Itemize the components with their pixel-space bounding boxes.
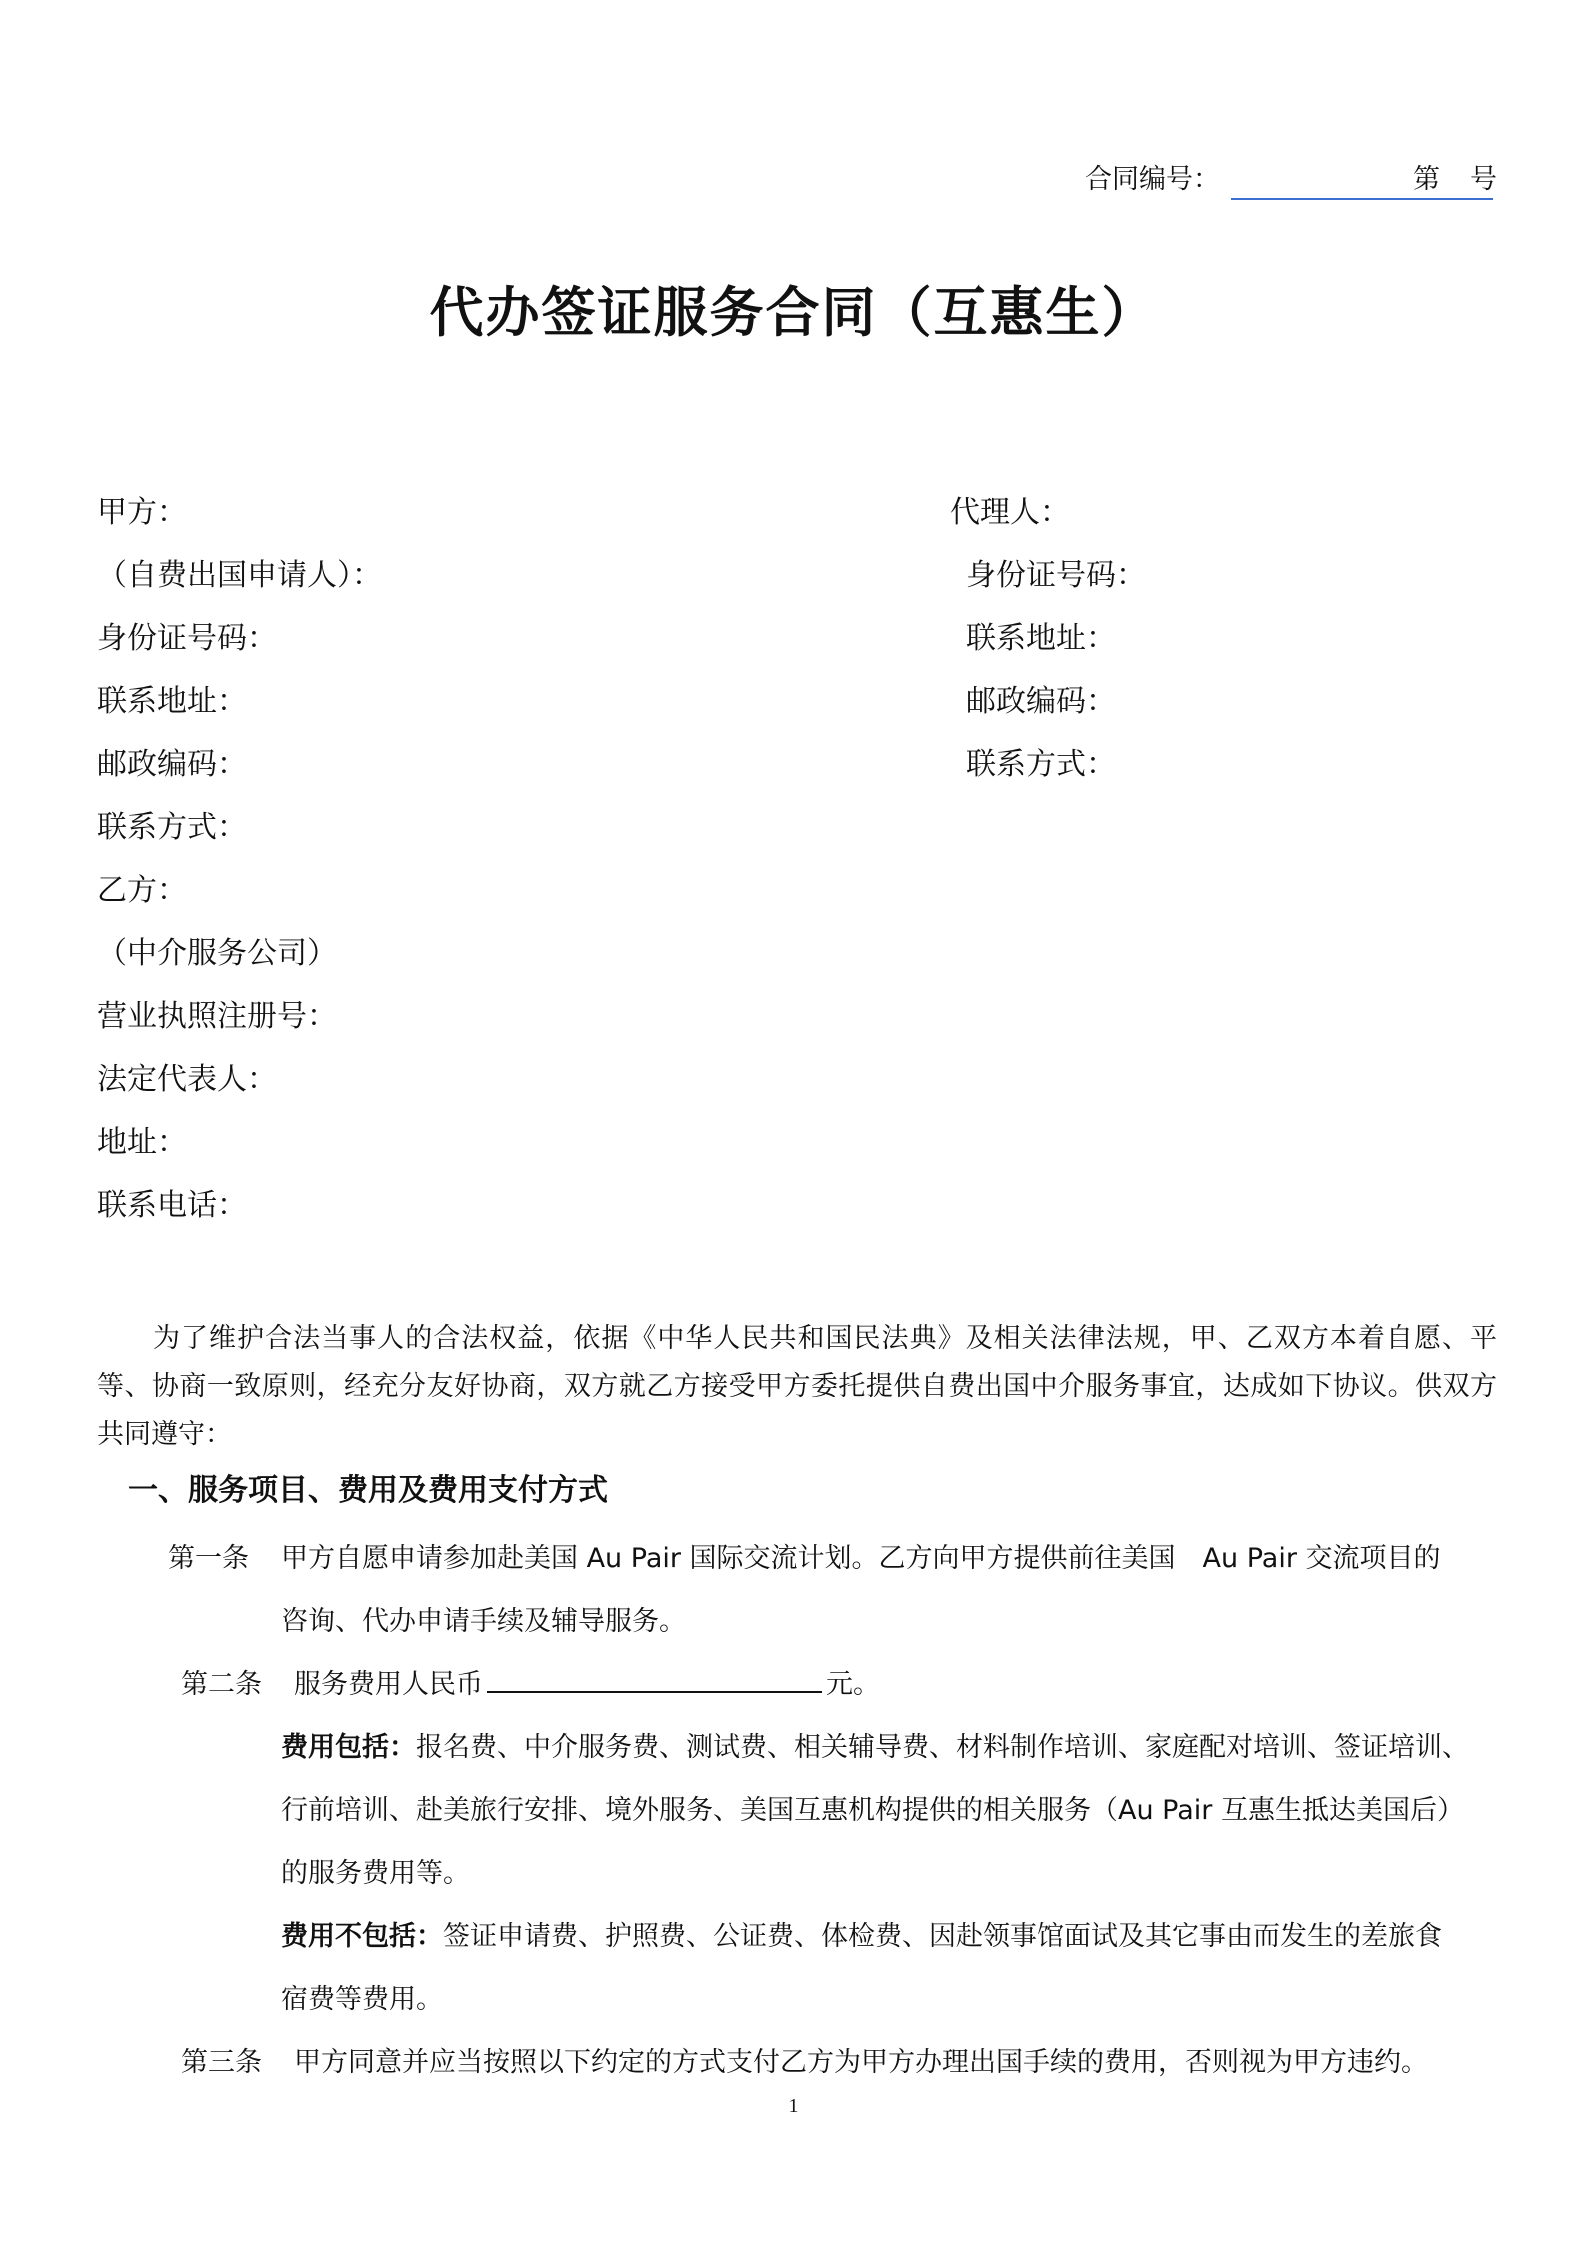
article-3-label: 第三条 <box>181 2047 262 2078</box>
document-title: 代办签证服务合同（互惠生） <box>429 280 1158 344</box>
agent-address: 联系地址： <box>966 621 1116 656</box>
party-a-address: 联系地址： <box>97 684 247 719</box>
fee-excludes-line-2: 宿费等费用。 <box>281 1984 443 2015</box>
article-2-fee-line <box>294 1662 880 1701</box>
agent-postcode: 邮政编码： <box>966 684 1116 719</box>
party-a-contact: 联系方式： <box>97 810 247 845</box>
article-1-line-2: 咨询、代办申请手续及辅导服务。 <box>281 1606 686 1637</box>
agent-contact: 联系方式： <box>966 747 1116 782</box>
fee-excludes-text-1: 签证申请费、护照费、公证费、体检费、因赴领事馆面试及其它事由而发生的差旅食 <box>443 1921 1442 1952</box>
fee-includes-line-1 <box>281 1725 1469 1764</box>
fee-includes-line-2: 行前培训、赴美旅行安排、境外服务、美国互惠机构提供的相关服务（Au Pair 互惠生抵达美国后） <box>281 1795 1464 1826</box>
page-number: 1 <box>788 2095 799 2117</box>
party-a-name: 甲方： <box>97 495 187 530</box>
party-a-postcode: 邮政编码： <box>97 747 247 782</box>
contract-number-blank <box>1231 198 1493 200</box>
party-b-representative: 法定代表人： <box>97 1062 277 1097</box>
intro-paragraph: 为了维护合法当事人的合法权益，依据《中华人民共和国民法典》及相关法律法规，甲、乙双方本着自愿、平等、协商一致原则，经充分友好协商，双方就乙方接受甲方委托提供自费出国中介服务事宜，达成如下协议。供双方共同遵守： <box>97 1323 1497 1450</box>
article-3-text: 甲方同意并应当按照以下约定的方式支付乙方为甲方办理出国手续的费用，否则视为甲方违约。 <box>294 2047 1428 2078</box>
party-b-address: 地址： <box>97 1125 187 1160</box>
article-2-fee-unit: 元。 <box>826 1669 880 1700</box>
agent-name: 代理人： <box>950 495 1070 530</box>
article-1-line-1: 甲方自愿申请参加赴美国 Au Pair 国际交流计划。乙方向甲方提供前往美国 Au Pair 交流项目的 <box>281 1543 1441 1574</box>
article-2-fee-text: 服务费用人民币 <box>294 1669 483 1700</box>
contract-number <box>1085 160 1495 200</box>
party-b-company: （中介服务公司） <box>97 936 337 971</box>
party-b-license: 营业执照注册号： <box>97 999 337 1034</box>
fee-excludes-line-1 <box>281 1914 1442 1953</box>
party-a-id-number: 身份证号码： <box>97 621 277 656</box>
fee-amount-blank <box>487 1691 822 1693</box>
contract-number-di: 第 <box>1413 164 1440 195</box>
section-heading: 一、服务项目、费用及费用支付方式 <box>128 1473 608 1508</box>
fee-includes-label: 费用包括： <box>281 1732 416 1763</box>
contract-number-label: 合同编号： <box>1085 164 1220 195</box>
party-a-applicant: （自费出国申请人）： <box>97 558 382 593</box>
party-b-phone: 联系电话： <box>97 1188 247 1223</box>
fee-includes-line-3: 的服务费用等。 <box>281 1858 470 1889</box>
article-2-label: 第二条 <box>181 1669 262 1700</box>
agent-id-number: 身份证号码： <box>966 558 1146 593</box>
party-b-name: 乙方： <box>97 873 187 908</box>
fee-excludes-label: 费用不包括： <box>281 1921 443 1952</box>
article-1-label: 第一条 <box>168 1543 249 1574</box>
contract-number-hao: 号 <box>1470 164 1497 195</box>
fee-includes-text-1: 报名费、中介服务费、测试费、相关辅导费、材料制作培训、家庭配对培训、签证培训、 <box>416 1732 1469 1763</box>
